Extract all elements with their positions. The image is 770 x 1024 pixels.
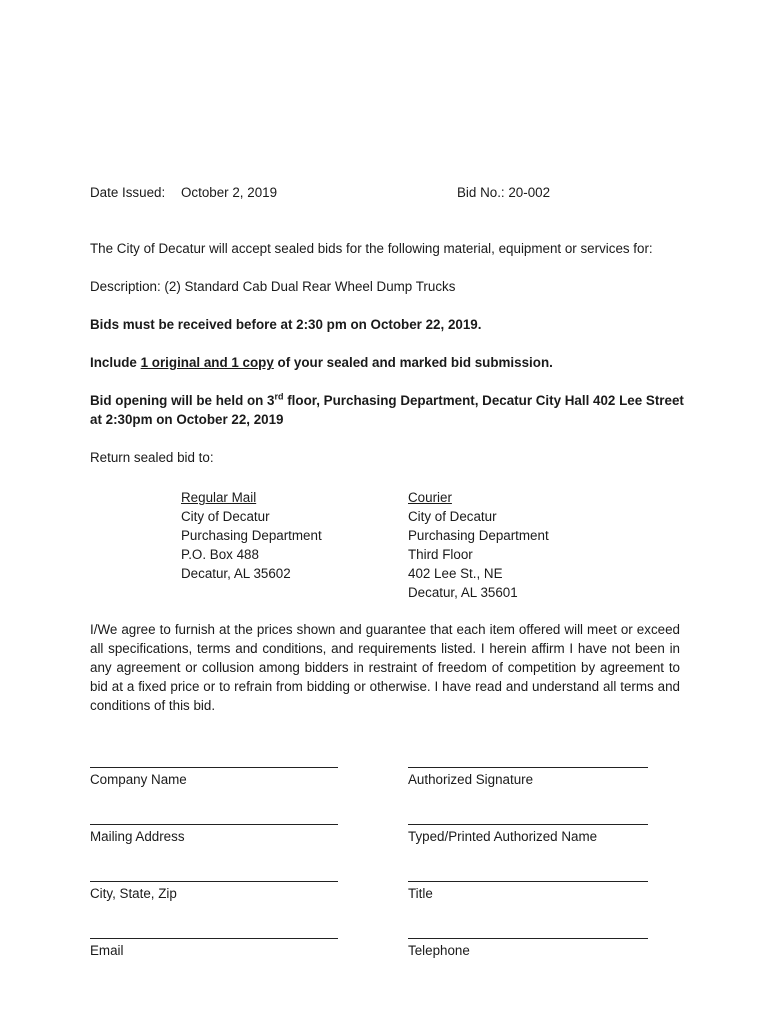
include-text <box>90 355 553 370</box>
mailing-address-label: Mailing Address <box>90 829 185 844</box>
include-underlined: 1 original and 1 copy <box>140 355 274 370</box>
city-state-zip-label: City, State, Zip <box>90 886 177 901</box>
email-label: Email <box>90 943 124 958</box>
courier-address <box>408 488 549 602</box>
regular-mail-line: Decatur, AL 35602 <box>181 566 291 581</box>
opening-part2: floor, Purchasing Department, Decatur City Hall 402 Lee Street <box>283 393 684 408</box>
courier-line: Purchasing Department <box>408 528 549 543</box>
return-label: Return sealed bid to: <box>90 450 214 465</box>
intro-text: The City of Decatur will accept sealed bids for the following material, equipment or services for: <box>90 241 653 256</box>
title-label: Title <box>408 886 433 901</box>
mailing-address-line[interactable] <box>90 824 338 825</box>
opening-sup: rd <box>274 391 284 402</box>
courier-line: Third Floor <box>408 547 473 562</box>
courier-heading: Courier <box>408 490 452 505</box>
date-issued-label: Date Issued: <box>90 185 166 200</box>
courier-line: Decatur, AL 35601 <box>408 585 518 600</box>
authorized-signature-line[interactable] <box>408 767 648 768</box>
date-issued-value: October 2, 2019 <box>181 185 278 200</box>
include-prefix: Include <box>90 355 141 370</box>
printed-name-line[interactable] <box>408 824 648 825</box>
telephone-line[interactable] <box>408 938 648 939</box>
bid-opening-line2: at 2:30pm on October 22, 2019 <box>90 412 284 427</box>
company-name-line[interactable] <box>90 767 338 768</box>
courier-line: City of Decatur <box>408 509 497 524</box>
printed-name-label: Typed/Printed Authorized Name <box>408 829 598 844</box>
bid-number: Bid No.: 20-002 <box>457 185 551 200</box>
email-line[interactable] <box>90 938 338 939</box>
authorized-signature-label: Authorized Signature <box>408 772 534 787</box>
include-suffix: of your sealed and marked bid submission. <box>273 355 553 370</box>
courier-line: 402 Lee St., NE <box>408 566 503 581</box>
telephone-label: Telephone <box>408 943 470 958</box>
agreement-paragraph: I/We agree to furnish at the prices shown and guarantee that each item offered will meet or exceed all specifications, terms and conditions, and requirements listed. I herein affirm I have not been in any agreement or collusion among bidders in restraint of freedom of competition by agreement to bid at a fixed price or to refrain from bidding or otherwise. I have read and understand all terms and conditions of this bid. <box>90 622 680 713</box>
regular-mail-line: P.O. Box 488 <box>181 547 259 562</box>
regular-mail-heading: Regular Mail <box>181 490 257 505</box>
bid-opening-text <box>90 393 684 408</box>
deadline-text: Bids must be received before at 2:30 pm on October 22, 2019. <box>90 317 482 332</box>
city-state-zip-line[interactable] <box>90 881 338 882</box>
description-text: Description: (2) Standard Cab Dual Rear Wheel Dump Trucks <box>90 279 456 294</box>
regular-mail-line: City of Decatur <box>181 509 270 524</box>
title-line[interactable] <box>408 881 648 882</box>
opening-part1: Bid opening will be held on 3 <box>90 393 275 408</box>
company-name-label: Company Name <box>90 772 187 787</box>
regular-mail-address <box>181 488 322 583</box>
regular-mail-line: Purchasing Department <box>181 528 322 543</box>
